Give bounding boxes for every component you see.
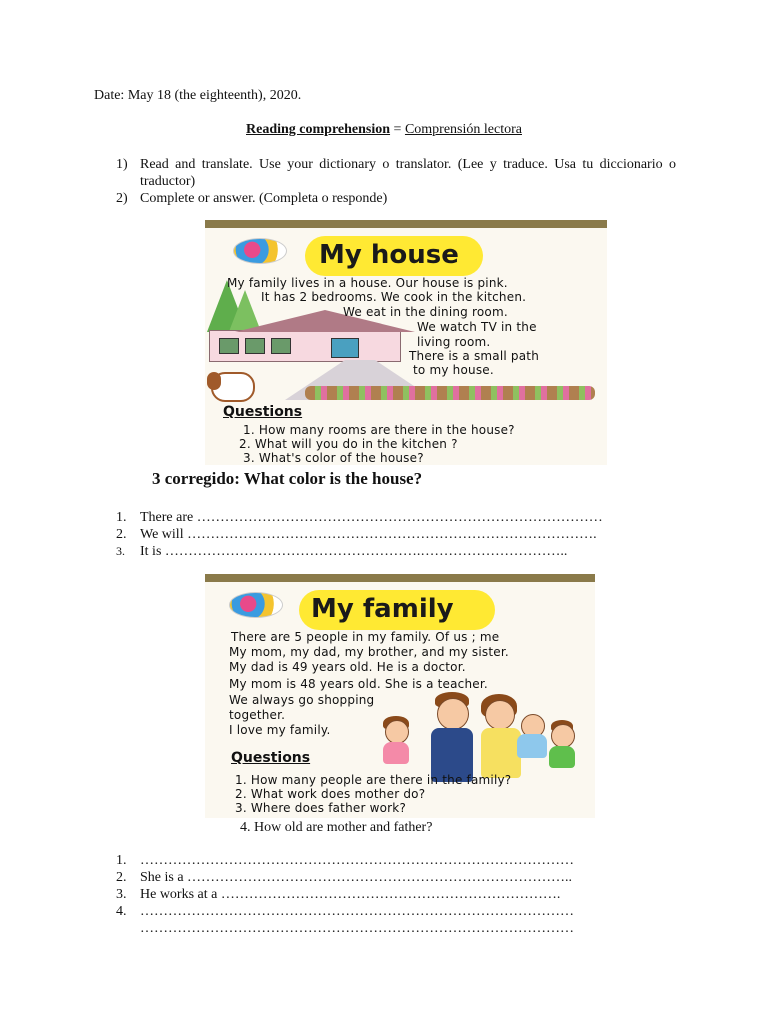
window-icon [271, 338, 291, 354]
instruction-text: Read and translate. Use your dictionary o translator. (Lee y traduce. Usa tu diccionario o traductor) [140, 157, 676, 189]
answer-number: 3. [116, 887, 127, 902]
answer-text: It is ……………………………………………….………………………….. [140, 544, 568, 559]
answer-line [116, 920, 656, 937]
date-line: Date: May 18 (the eighteenth), 2020. [94, 88, 302, 103]
story-line: living room. [417, 335, 491, 349]
my-house-panel [205, 220, 607, 465]
instruction-item [116, 156, 676, 190]
story-line: There is a small path [409, 349, 540, 363]
answer-text: We will ……………………………………………………………………………. [140, 527, 597, 542]
logo-icon [229, 592, 283, 618]
question-line: 2. What work does mother do? [235, 787, 426, 801]
instruction-text: Complete or answer. (Completa o responde) [140, 191, 388, 206]
question-line: 3. What's color of the house? [243, 451, 424, 465]
answer-number [116, 920, 140, 937]
panel-frame-bar [205, 574, 595, 582]
heading-equals: = [390, 122, 405, 137]
heading-english: Reading comprehension [246, 122, 391, 137]
question-line: 1. How many rooms are there in the house? [243, 423, 515, 437]
window-icon [219, 338, 239, 354]
answer-text: He works at a ………………………………………………………………. [140, 887, 561, 902]
story-line: I love my family. [229, 723, 331, 737]
story-line: We watch TV in the [417, 320, 537, 334]
answer-number: 1. [116, 510, 127, 525]
dog-icon [211, 372, 255, 402]
questions-title: Questions [223, 404, 303, 420]
window-icon [331, 338, 359, 358]
house-answer-lines [116, 509, 656, 560]
story-line: My dad is 49 years old. He is a doctor. [229, 660, 466, 674]
logo-icon [233, 238, 287, 264]
story-line: My mom is 48 years old. She is a teacher. [229, 677, 488, 691]
story-line: My family lives in a house. Our house is pink. [227, 276, 508, 290]
panel-frame-bar [205, 220, 607, 228]
answer-number: 2. [116, 527, 127, 542]
instruction-number: 1) [116, 157, 128, 172]
instructions-list [116, 156, 676, 207]
answer-text: She is a ……………………………………………………………………….. [140, 870, 573, 885]
my-family-panel [205, 574, 595, 818]
questions-title: Questions [231, 750, 311, 766]
answer-line [116, 509, 656, 526]
answer-text: ………………………………………………………………………………… [140, 904, 574, 919]
question-line: 1. How many people are there in the family? [235, 773, 512, 787]
question-line: 3. Where does father work? [235, 801, 407, 815]
story-line: My mom, my dad, my brother, and my sister. [229, 645, 509, 659]
answer-line [116, 869, 656, 886]
section-heading [0, 122, 768, 138]
story-line: It has 2 bedrooms. We cook in the kitchen. [261, 290, 527, 304]
answer-number: 3. [116, 544, 125, 558]
answer-number: 1. [116, 853, 127, 868]
answer-number: 2. [116, 870, 127, 885]
instruction-item [116, 190, 676, 207]
answer-text: ………………………………………………………………………………… [140, 921, 574, 936]
heading-spanish: Comprensión lectora [404, 122, 522, 137]
answer-number: 4. [116, 904, 127, 919]
answer-line [116, 903, 656, 920]
story-line: There are 5 people in my family. Of us ; me [231, 630, 500, 644]
story-line: together. [229, 708, 286, 722]
window-icon [245, 338, 265, 354]
answer-line [116, 526, 656, 543]
question-4: 4. How old are mother and father? [240, 820, 433, 835]
story-line: We eat in the dining room. [343, 305, 508, 319]
story-line: We always go shopping [229, 693, 375, 707]
panel-title: My family [311, 594, 454, 624]
answer-text: There are …………………………………………………………………………… [140, 510, 603, 525]
panel-title: My house [319, 240, 459, 270]
instruction-number: 2) [116, 191, 128, 206]
answer-line [116, 543, 656, 560]
answer-line [116, 852, 656, 869]
story-line: to my house. [413, 363, 494, 377]
question-line: 2. What will you do in the kitchen ? [239, 437, 458, 451]
corrected-question: 3 corregido: What color is the house? [152, 469, 423, 488]
flowers-illustration [305, 386, 595, 400]
family-answer-lines [116, 852, 656, 937]
answer-line [116, 886, 656, 903]
answer-text: ………………………………………………………………………………… [140, 853, 574, 868]
